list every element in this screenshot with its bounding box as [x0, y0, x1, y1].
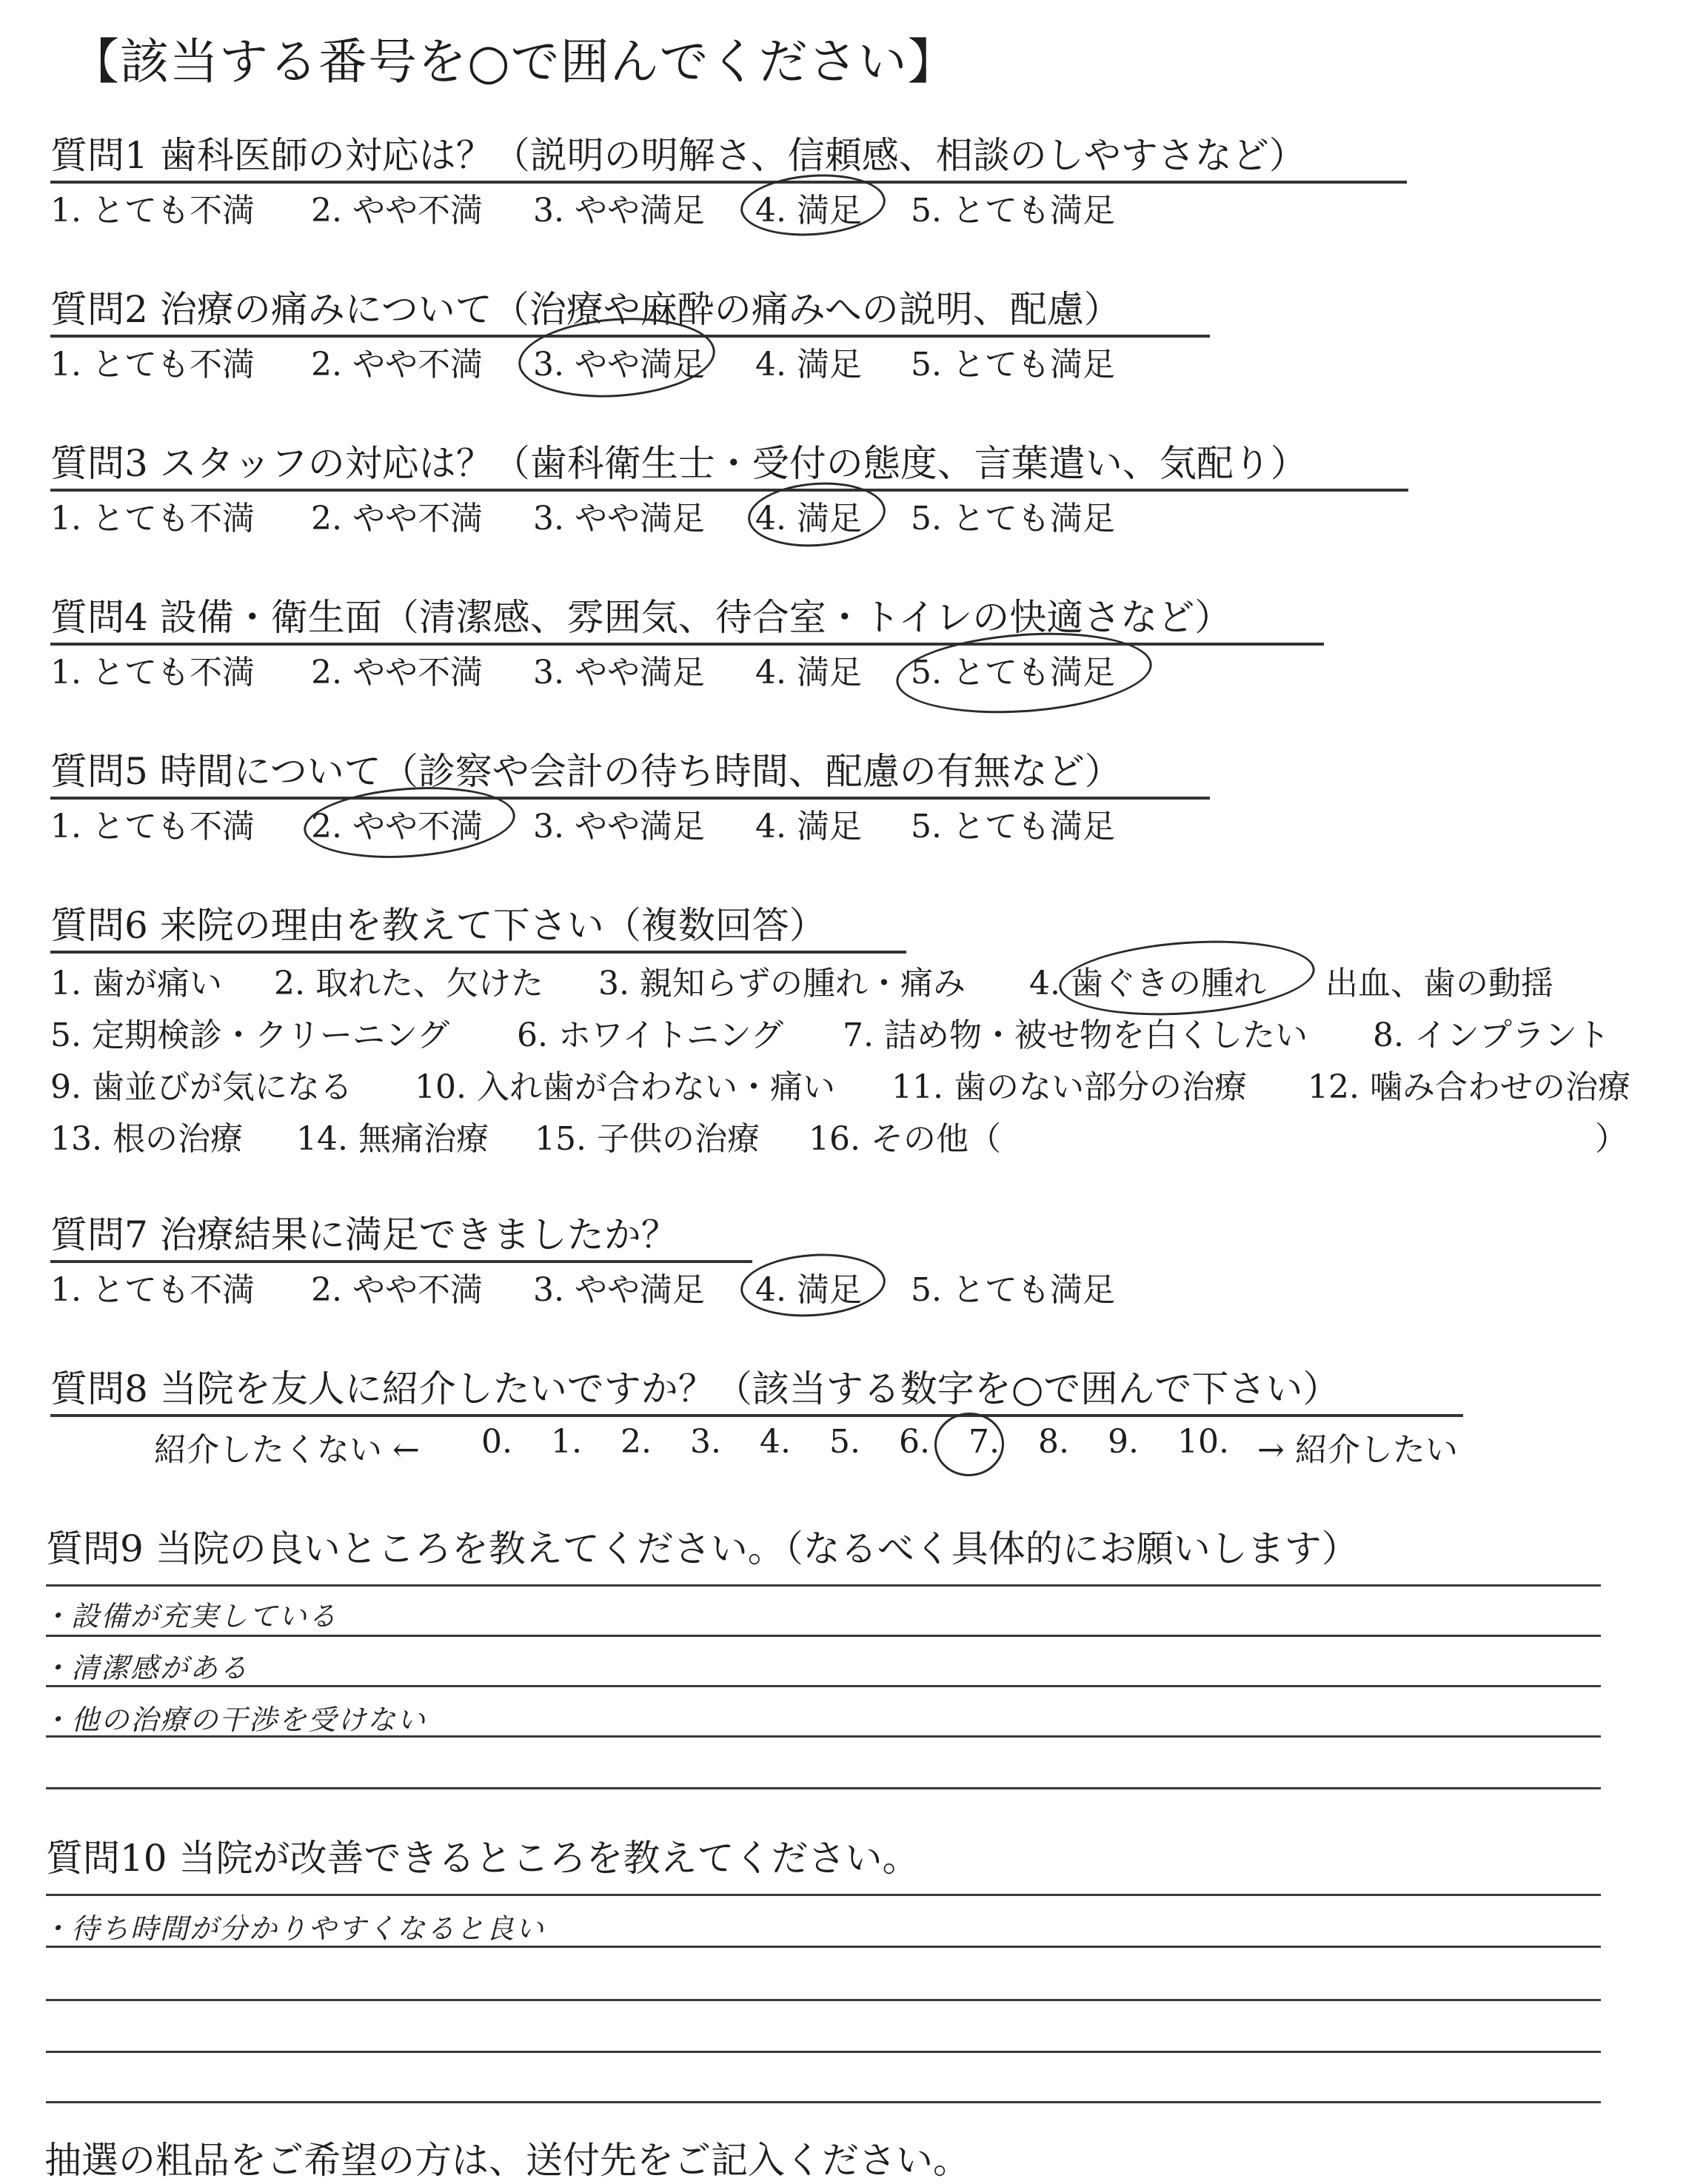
q6-option-15[interactable]: 15. 子供の治療	[535, 1120, 760, 1158]
q3-option-4[interactable]: 4. 満足	[755, 500, 862, 537]
question-1-title: 質問1 歯科医師の対応は？（説明の明解さ、信頼感、相談のしやすさなど）	[50, 134, 1306, 177]
q1-option-3[interactable]: 3. やや満足	[533, 192, 705, 230]
q10-rule-4	[46, 2051, 1601, 2053]
q2-option-2[interactable]: 2. やや不満	[311, 346, 483, 383]
q8-value-9[interactable]: 9.	[1108, 1423, 1139, 1461]
q3-option-5[interactable]: 5. とても満足	[911, 500, 1115, 537]
q9-answer-1[interactable]: ・設備が充実している	[41, 1600, 338, 1632]
q4-option-4[interactable]: 4. 満足	[755, 654, 862, 691]
q8-value-3[interactable]: 3.	[690, 1423, 721, 1461]
q3-option-3[interactable]: 3. やや満足	[533, 500, 705, 537]
question-4-title-underline	[50, 588, 1324, 646]
question-7-title-underline	[50, 1205, 752, 1263]
q8-value-0[interactable]: 0.	[481, 1423, 512, 1461]
q3-option-1[interactable]: 1. とても不満	[50, 500, 255, 537]
q8-right-label: → 紹介したい	[1257, 1431, 1458, 1469]
q10-answer-1[interactable]: ・待ち時間が分かりやすくなると良い	[41, 1912, 546, 1945]
q8-value-5[interactable]: 5.	[829, 1423, 860, 1461]
q2-option-3[interactable]: 3. やや満足	[533, 346, 705, 383]
q8-value-7[interactable]: 7.	[969, 1423, 1000, 1461]
q9-rule-2	[46, 1635, 1601, 1637]
q5-option-2[interactable]: 2. やや不満	[311, 808, 483, 845]
q6-option-16[interactable]: 16. その他（	[809, 1120, 1001, 1158]
q8-left-label: 紹介したくない ←	[154, 1431, 420, 1469]
q7-option-5[interactable]: 5. とても満足	[911, 1271, 1115, 1309]
q4-option-1[interactable]: 1. とても不満	[50, 654, 255, 691]
q9-answer-2[interactable]: ・清潔感がある	[41, 1652, 250, 1684]
q8-value-2[interactable]: 2.	[620, 1423, 652, 1461]
q6-option-7[interactable]: 7. 詰め物・被せ物を白くしたい	[843, 1016, 1308, 1054]
q7-option-3[interactable]: 3. やや満足	[533, 1271, 705, 1309]
q7-option-4[interactable]: 4. 満足	[755, 1271, 862, 1309]
q4-option-5[interactable]: 5. とても満足	[911, 654, 1115, 691]
q1-option-2[interactable]: 2. やや不満	[311, 192, 483, 230]
q6-option-4[interactable]: 4. 歯ぐきの腫れ	[1029, 965, 1266, 1002]
question-2-title: 質問2 治療の痛みについて（治療や麻酔の痛みへの説明、配慮）	[50, 288, 1121, 331]
q1-option-5[interactable]: 5. とても満足	[911, 192, 1115, 230]
question-5-title: 質問5 時間について（診察や会計の待ち時間、配慮の有無など）	[50, 750, 1122, 793]
q6-option-11[interactable]: 11. 歯のない部分の治療	[892, 1068, 1247, 1106]
q6-option-6[interactable]: 6. ホワイトニング	[517, 1016, 784, 1054]
q6-option-9[interactable]: 9. 歯並びが気になる	[50, 1068, 352, 1106]
q5-option-1[interactable]: 1. とても不満	[50, 808, 255, 845]
q6-option-1[interactable]: 1. 歯が痛い	[50, 965, 222, 1002]
q8-value-6[interactable]: 6.	[899, 1423, 930, 1461]
q1-option-4[interactable]: 4. 満足	[755, 192, 862, 230]
q8-value-10[interactable]: 10.	[1177, 1423, 1229, 1461]
q7-option-1[interactable]: 1. とても不満	[50, 1271, 255, 1309]
question-8-title: 質問8 当院を友人に紹介したいですか？（該当する数字を○で囲んで下さい）	[50, 1367, 1340, 1410]
question-4-title: 質問4 設備・衛生面（清潔感、雰囲気、待合室・トイレの快適さなど）	[50, 596, 1232, 639]
question-8-title-underline	[50, 1359, 1463, 1417]
q6-option-3[interactable]: 3. 親知らずの腫れ・痛み	[598, 965, 966, 1002]
question-3-title-underline	[50, 434, 1408, 492]
q8-value-4[interactable]: 4.	[760, 1423, 791, 1461]
q1-option-1[interactable]: 1. とても不満	[50, 192, 255, 230]
question-7-title: 質問7 治療結果に満足できましたか？	[50, 1213, 678, 1256]
q2-option-4[interactable]: 4. 満足	[755, 346, 862, 383]
q6-option-5[interactable]: 5. 定期検診・クリーニング	[50, 1016, 450, 1054]
q2-option-5[interactable]: 5. とても満足	[911, 346, 1115, 383]
q9-rule-1	[46, 1584, 1601, 1587]
q6-option-2[interactable]: 2. 取れた、欠けた	[274, 965, 543, 1002]
q6-option-10[interactable]: 10. 入れ歯が合わない・痛い	[415, 1068, 835, 1106]
q9-rule-3	[46, 1685, 1601, 1687]
question-3-title: 質問3 スタッフの対応は？（歯科衛生士・受付の態度、言葉遣い、気配り）	[50, 442, 1308, 485]
q6-option-14[interactable]: 14. 無痛治療	[296, 1120, 489, 1158]
footer-note: 抽選の粗品をご希望の方は、送付先をご記入ください。	[44, 2139, 970, 2182]
q5-option-3[interactable]: 3. やや満足	[533, 808, 705, 845]
q8-selection-circle	[932, 1410, 1006, 1478]
page-title: 【該当する番号を○で囲んでください】	[70, 33, 957, 90]
q3-option-2[interactable]: 2. やや不満	[311, 500, 483, 537]
q5-option-5[interactable]: 5. とても満足	[911, 808, 1115, 845]
question-9-title: 質問9 当院の良いところを教えてください。（なるべく具体的にお願いします）	[46, 1527, 1359, 1570]
q10-rule-3	[46, 1999, 1601, 2001]
question-5-title-underline	[50, 742, 1210, 800]
question-6-title-underline	[50, 896, 906, 954]
q7-option-2[interactable]: 2. やや不満	[311, 1271, 483, 1309]
question-1-title-underline	[50, 126, 1407, 184]
question-6-title: 質問6 来院の理由を教えて下さい（複数回答）	[50, 904, 826, 947]
q9-rule-5	[46, 1787, 1601, 1789]
q5-option-4[interactable]: 4. 満足	[755, 808, 862, 845]
q4-option-2[interactable]: 2. やや不満	[311, 654, 483, 691]
q9-answer-3[interactable]: ・他の治療の干渉を受けない	[41, 1704, 427, 1736]
q6-option-8[interactable]: 8. インプラント	[1373, 1016, 1610, 1054]
question-10-title: 質問10 当院が改善できるところを教えてください。	[46, 1837, 920, 1880]
q6-option-12[interactable]: 12. 噛み合わせの治療	[1308, 1068, 1630, 1106]
q10-rule-1	[46, 1894, 1601, 1896]
q4-option-3[interactable]: 3. やや満足	[533, 654, 705, 691]
q8-value-8[interactable]: 8.	[1038, 1423, 1069, 1461]
q6-option-13[interactable]: 13. 根の治療	[50, 1120, 243, 1158]
q2-option-1[interactable]: 1. とても不満	[50, 346, 255, 383]
q8-value-1[interactable]: 1.	[551, 1423, 582, 1461]
q7-selection-circle	[738, 1249, 887, 1321]
q6-other-close-paren: ）	[1595, 1120, 1628, 1158]
q6-option-4-continued: 出血、歯の動揺	[1325, 965, 1553, 1002]
q10-rule-5	[46, 2101, 1601, 2103]
